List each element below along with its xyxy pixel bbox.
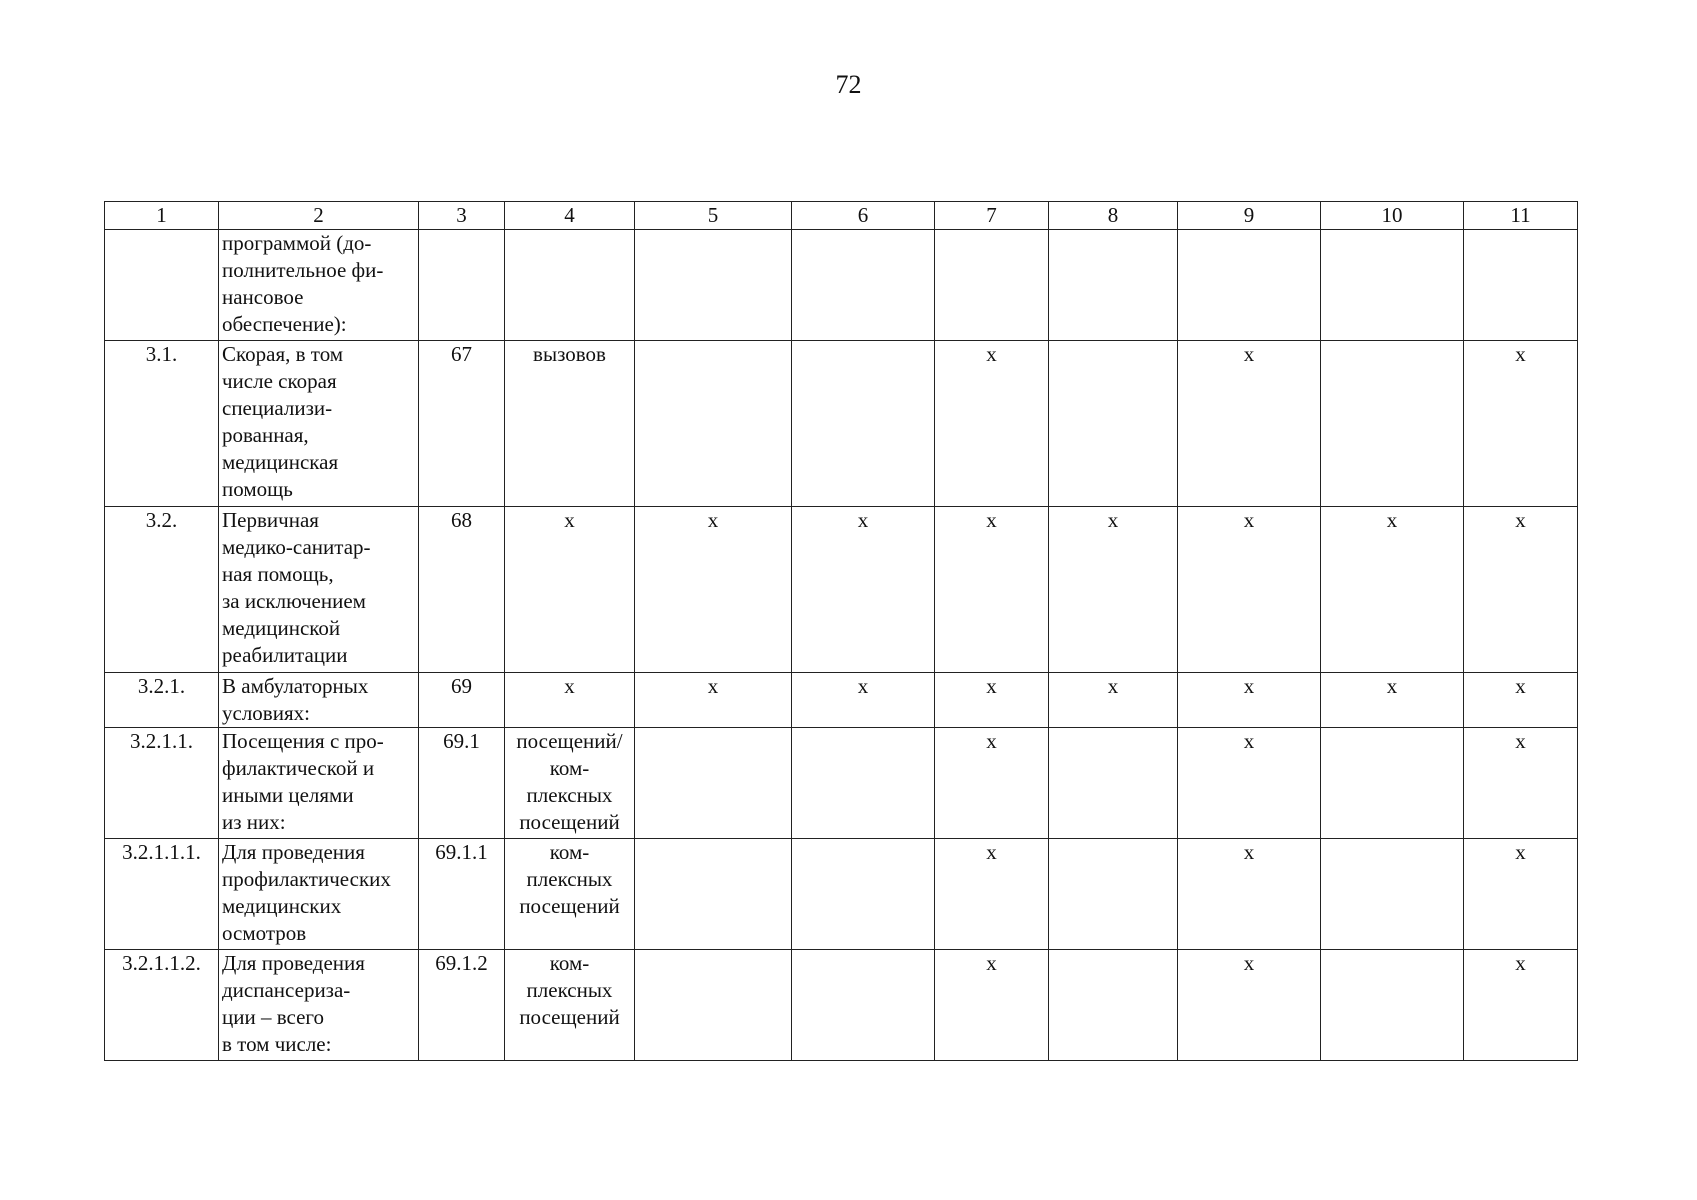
row-unit-cell: ком- плексных посещений: [505, 950, 635, 1061]
row-code-cell: 69: [419, 673, 505, 728]
header-cell: 6: [792, 202, 935, 230]
row-value-cell: х: [792, 507, 935, 673]
row-value-cell: х: [935, 839, 1049, 950]
row-value-cell: х: [935, 950, 1049, 1061]
header-cell: 3: [419, 202, 505, 230]
row-value-cell: х: [935, 728, 1049, 839]
header-cell: 9: [1178, 202, 1321, 230]
row-value-cell: х: [1464, 341, 1578, 507]
row-value-cell: [1049, 950, 1178, 1061]
row-value-cell: [1049, 839, 1178, 950]
row-value-cell: х: [635, 507, 792, 673]
row-value-cell: [935, 230, 1049, 341]
row-value-cell: х: [935, 507, 1049, 673]
row-value-cell: х: [1049, 673, 1178, 728]
header-cell: 5: [635, 202, 792, 230]
table-row: [105, 230, 1578, 341]
row-value-cell: [1464, 230, 1578, 341]
row-value-cell: х: [792, 673, 935, 728]
row-unit-cell: посещений/ ком- плексных посещений: [505, 728, 635, 839]
header-cell: 10: [1321, 202, 1464, 230]
table-row: [105, 341, 1578, 507]
row-number-cell: 3.2.1.1.1.: [105, 839, 219, 950]
row-value-cell: [792, 728, 935, 839]
header-cell: 4: [505, 202, 635, 230]
header-cell: 7: [935, 202, 1049, 230]
row-value-cell: [1321, 341, 1464, 507]
row-name-cell: Для проведения диспансериза- ции – всего в том числе:: [219, 950, 419, 1061]
row-code-cell: 69.1: [419, 728, 505, 839]
row-value-cell: [1049, 341, 1178, 507]
table-row: [105, 728, 1578, 839]
row-value-cell: х: [1464, 673, 1578, 728]
row-value-cell: [1321, 839, 1464, 950]
row-number-cell: 3.2.: [105, 507, 219, 673]
page-number: 72: [835, 70, 862, 99]
row-number-cell: [105, 230, 219, 341]
row-value-cell: х: [1464, 950, 1578, 1061]
row-name-cell: Скорая, в том числе скорая специализи- рованная, медицинская помощь: [219, 341, 419, 507]
row-unit-cell: [505, 230, 635, 341]
row-value-cell: [635, 341, 792, 507]
row-value-cell: [792, 230, 935, 341]
row-code-cell: 67: [419, 341, 505, 507]
row-unit-cell: х: [505, 673, 635, 728]
row-value-cell: [635, 950, 792, 1061]
row-name-cell: программой (до- полнительное фи- нансовое обеспечение):: [219, 230, 419, 341]
row-value-cell: [1321, 230, 1464, 341]
row-value-cell: [792, 839, 935, 950]
table-body: [105, 202, 1578, 1061]
row-value-cell: [792, 950, 935, 1061]
row-name-cell: Посещения с про- филактической и иными целями из них:: [219, 728, 419, 839]
row-code-cell: 69.1.1: [419, 839, 505, 950]
row-value-cell: х: [1178, 839, 1321, 950]
header-cell: 2: [219, 202, 419, 230]
row-value-cell: х: [1049, 507, 1178, 673]
row-value-cell: [635, 728, 792, 839]
row-value-cell: х: [1321, 507, 1464, 673]
row-value-cell: х: [1178, 507, 1321, 673]
header-cell: 1: [105, 202, 219, 230]
row-unit-cell: х: [505, 507, 635, 673]
table-row: [105, 950, 1578, 1061]
table-row: [105, 673, 1578, 728]
row-unit-cell: вызовов: [505, 341, 635, 507]
row-value-cell: х: [1464, 728, 1578, 839]
table-row: [105, 839, 1578, 950]
row-number-cell: 3.1.: [105, 341, 219, 507]
row-value-cell: [1178, 230, 1321, 341]
row-value-cell: [1049, 230, 1178, 341]
row-value-cell: х: [935, 341, 1049, 507]
row-value-cell: х: [1464, 507, 1578, 673]
row-value-cell: х: [1464, 839, 1578, 950]
row-value-cell: х: [1178, 341, 1321, 507]
row-value-cell: х: [1321, 673, 1464, 728]
row-code-cell: 68: [419, 507, 505, 673]
row-code-cell: 69.1.2: [419, 950, 505, 1061]
row-value-cell: [792, 341, 935, 507]
header-row: [105, 202, 1578, 230]
row-number-cell: 3.2.1.1.: [105, 728, 219, 839]
row-value-cell: [1321, 950, 1464, 1061]
row-name-cell: Первичная медико-санитар- ная помощь, за исключением медицинской реабилитации: [219, 507, 419, 673]
row-value-cell: [1049, 728, 1178, 839]
row-value-cell: х: [1178, 728, 1321, 839]
row-value-cell: х: [1178, 950, 1321, 1061]
header-cell: 8: [1049, 202, 1178, 230]
row-value-cell: [635, 839, 792, 950]
row-unit-cell: ком- плексных посещений: [505, 839, 635, 950]
row-number-cell: 3.2.1.1.2.: [105, 950, 219, 1061]
row-name-cell: В амбулаторных условиях:: [219, 673, 419, 728]
data-table: [104, 201, 1578, 1061]
header-cell: 11: [1464, 202, 1578, 230]
row-value-cell: [1321, 728, 1464, 839]
row-value-cell: х: [635, 673, 792, 728]
row-name-cell: Для проведения профилактических медицинских осмотров: [219, 839, 419, 950]
row-code-cell: [419, 230, 505, 341]
row-number-cell: 3.2.1.: [105, 673, 219, 728]
row-value-cell: х: [935, 673, 1049, 728]
table-row: [105, 507, 1578, 673]
row-value-cell: х: [1178, 673, 1321, 728]
row-value-cell: [635, 230, 792, 341]
